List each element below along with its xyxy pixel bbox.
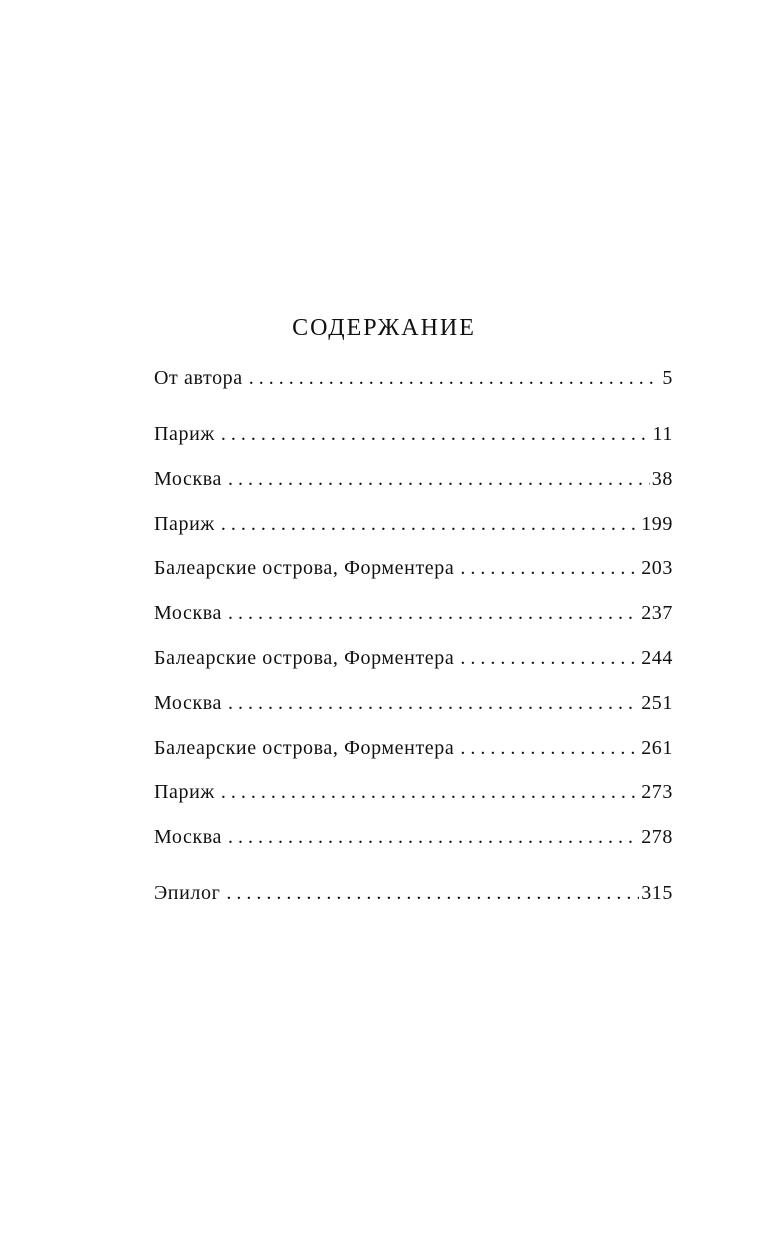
dot-leader <box>228 599 639 627</box>
toc-entry-page: 199 <box>641 513 673 535</box>
dot-leader <box>226 879 639 907</box>
dot-leader <box>228 689 639 717</box>
dot-leader <box>460 644 639 672</box>
toc-entry-label: Москва <box>154 468 223 490</box>
toc-entry-page: 5 <box>662 367 673 389</box>
dot-leader <box>221 420 651 448</box>
toc-entry-label: Балеарские острова, Форментера <box>154 737 455 759</box>
toc-entry-label: Москва <box>154 602 223 624</box>
dot-leader <box>221 510 639 538</box>
dot-leader <box>460 734 639 762</box>
dot-leader <box>228 465 650 493</box>
toc-entry-page: 11 <box>652 423 673 445</box>
toc-entry <box>154 644 673 672</box>
toc-entry-label: Москва <box>154 692 223 714</box>
toc-entry-page: 38 <box>651 468 673 490</box>
toc-entry-label: Париж <box>154 781 215 803</box>
toc-entry <box>154 879 673 907</box>
toc-entry <box>154 510 673 538</box>
toc-entry <box>154 689 673 717</box>
toc-entry <box>154 554 673 582</box>
toc-entry-page: 278 <box>641 826 673 848</box>
toc-entry-page: 237 <box>641 602 673 624</box>
dot-leader <box>249 364 661 392</box>
dot-leader <box>460 554 639 582</box>
toc-entry-label: Балеарские острова, Форментера <box>154 557 455 579</box>
toc-title: СОДЕРЖАНИЕ <box>292 315 476 341</box>
toc-entry-label: Париж <box>154 513 215 535</box>
toc-entry <box>154 823 673 851</box>
toc-entry <box>154 465 673 493</box>
toc-entry-label: Балеарские острова, Форментера <box>154 647 455 669</box>
dot-leader <box>221 778 639 806</box>
dot-leader <box>228 823 639 851</box>
toc-entry-page: 261 <box>641 737 673 759</box>
toc-entry-label: От автора <box>154 367 243 389</box>
toc-entry-label: Париж <box>154 423 215 445</box>
toc-entry <box>154 778 673 806</box>
toc-entry <box>154 364 673 392</box>
toc-entry-page: 251 <box>641 692 673 714</box>
toc-entry-page: 315 <box>641 882 673 904</box>
toc-entry <box>154 734 673 762</box>
toc-entry-page: 244 <box>641 647 673 669</box>
toc-entry-page: 203 <box>641 557 673 579</box>
toc-entry-page: 273 <box>641 781 673 803</box>
toc-entry <box>154 420 673 448</box>
toc-entry-label: Эпилог <box>154 882 221 904</box>
toc-entry <box>154 599 673 627</box>
toc-entry-label: Москва <box>154 826 223 848</box>
